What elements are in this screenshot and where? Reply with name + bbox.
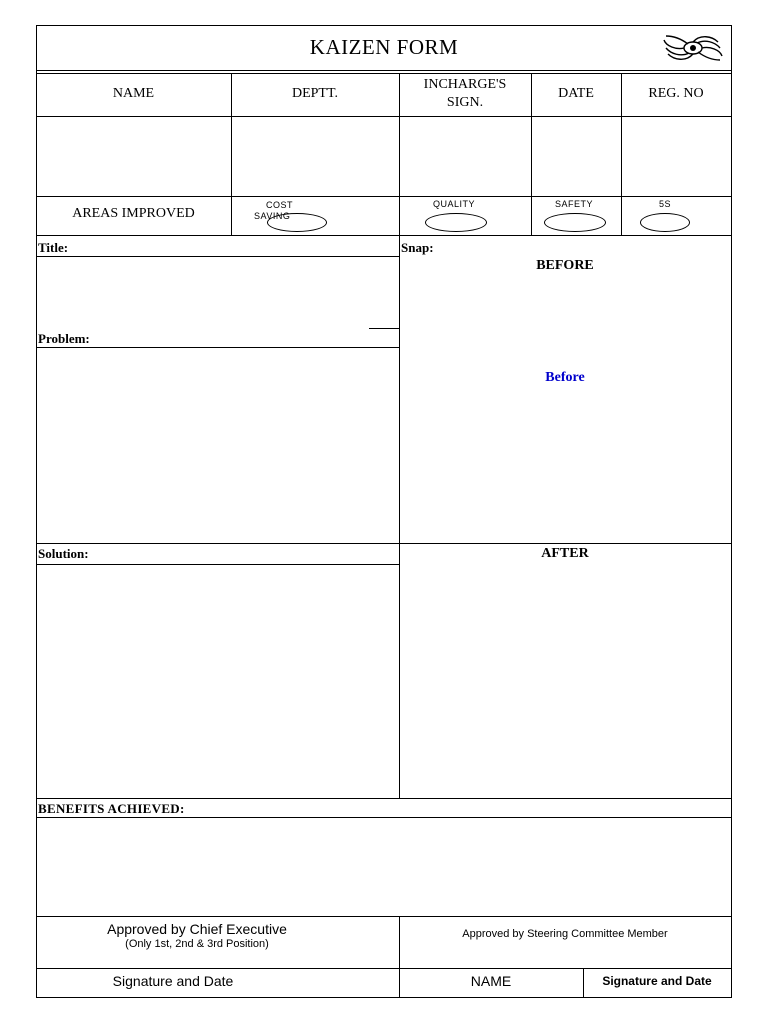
title-field-area[interactable]	[37, 257, 399, 327]
outer-border-top	[36, 25, 732, 26]
signature-row-top	[36, 968, 732, 969]
solution-field-area[interactable]	[37, 565, 399, 798]
header-incharge-line1: INCHARGE'S	[423, 77, 507, 92]
title-divider-1	[36, 70, 732, 71]
date-entry-cell[interactable]	[532, 117, 621, 196]
deptt-entry-cell[interactable]	[232, 117, 399, 196]
quality-checkbox[interactable]	[425, 213, 487, 232]
after-heading: AFTER	[541, 546, 589, 561]
before-heading: BEFORE	[536, 258, 594, 273]
outer-border-bottom	[36, 997, 732, 998]
problem-field-area[interactable]	[37, 348, 399, 543]
benefits-field-area[interactable]	[37, 818, 731, 916]
approval-top	[36, 916, 732, 917]
form-title: KAIZEN FORM	[309, 35, 459, 59]
cost-saving-label-line2: SAVING	[254, 211, 291, 221]
areas-row-bottom	[36, 235, 732, 236]
benefits-label: BENEFITS ACHIEVED:	[38, 801, 185, 816]
title-field-label: Title:	[38, 240, 69, 255]
solution-field-label: Solution:	[38, 546, 89, 561]
cost-saving-checkbox[interactable]	[267, 213, 327, 232]
swirl-logo-icon	[660, 30, 726, 66]
signature-date-right: Signature and Date	[602, 974, 712, 988]
before-photo-placeholder: Before	[545, 370, 585, 385]
benefits-top	[36, 798, 732, 799]
cost-saving-label-line1: COST	[266, 200, 294, 210]
snap-label: Snap:	[401, 240, 434, 255]
safety-checkbox[interactable]	[544, 213, 606, 232]
quality-label: QUALITY	[432, 199, 475, 209]
reg-no-entry-cell[interactable]	[622, 117, 731, 196]
chief-executive-note: (Only 1st, 2nd & 3rd Position)	[125, 938, 269, 950]
outer-border-right	[731, 25, 732, 998]
problem-field-label: Problem:	[38, 331, 90, 346]
incharge-sign-entry-cell[interactable]	[400, 117, 531, 196]
five-s-label: 5S	[658, 199, 671, 209]
section-divider	[36, 543, 732, 544]
chief-executive-approval: Approved by Chief Executive	[107, 921, 287, 937]
header-reg-no: REG. NO	[648, 86, 704, 101]
approver-name-label: NAME	[470, 973, 512, 989]
problem-stub-right	[369, 328, 399, 329]
steering-committee-approval: Approved by Steering Committee Member	[462, 928, 668, 940]
safety-label: SAFETY	[554, 199, 593, 209]
five-s-checkbox[interactable]	[640, 213, 690, 232]
areas-improved-label: AREAS IMPROVED	[72, 206, 195, 221]
blank-row-bottom	[36, 196, 732, 197]
header-name: NAME	[112, 86, 155, 101]
header-deptt: DEPTT.	[291, 86, 338, 101]
title-divider-2	[36, 73, 732, 74]
signature-date-left: Signature and Date	[112, 973, 234, 989]
name-entry-cell[interactable]	[37, 117, 231, 196]
header-incharge-line2: SIGN.	[446, 95, 484, 110]
after-photo-area[interactable]	[400, 566, 731, 798]
header-date: DATE	[558, 86, 594, 101]
